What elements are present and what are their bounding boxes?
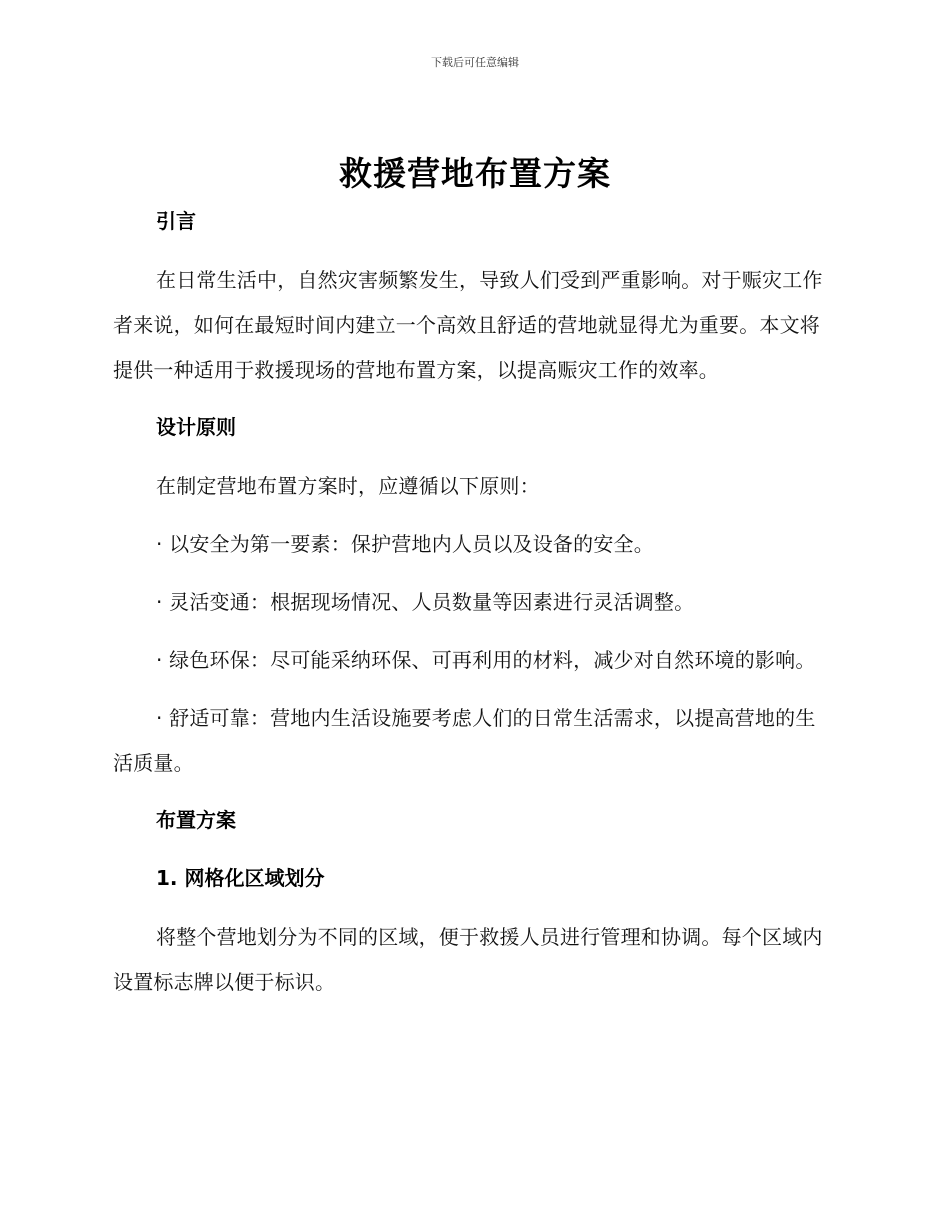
principle-item: · 灵活变通：根据现场情况、人员数量等因素进行灵活调整。 [156, 590, 695, 614]
principles-heading: 设计原则 [156, 415, 236, 439]
header-note: 下载后可任意编辑 [431, 56, 519, 69]
principle-item: · 绿色环保：尽可能采纳环保、可再利用的材料，减少对自然环境的影响。 [156, 648, 816, 672]
document-body [113, 200, 833, 1018]
intro-paragraph: 在日常生活中，自然灾害频繁发生，导致人们受到严重影响。对于赈灾工作者来说，如何在最短时间内建立一个高效且舒适的营地就显得尤为重要。本文将提供一种适用于救援现场的营地布置方案，以提高赈灾工作的效率。 [113, 268, 823, 382]
subsection-heading: 1. 网格化区域划分 [156, 866, 325, 890]
principles-intro: 在制定营地布置方案时，应遵循以下原则： [156, 474, 540, 498]
layout-heading: 布置方案 [156, 808, 236, 832]
principle-item: · 舒适可靠：营地内生活设施要考虑人们的日常生活需求，以提高营地的生活质量。 [113, 706, 816, 775]
intro-heading: 引言 [156, 209, 196, 233]
subsection-paragraph: 将整个营地划分为不同的区域，便于救援人员进行管理和协调。每个区域内设置标志牌以便于标识。 [113, 925, 823, 994]
document-title: 救援营地布置方案 [339, 154, 611, 193]
principle-item: · 以安全为第一要素：保护营地内人员以及设备的安全。 [156, 532, 654, 556]
